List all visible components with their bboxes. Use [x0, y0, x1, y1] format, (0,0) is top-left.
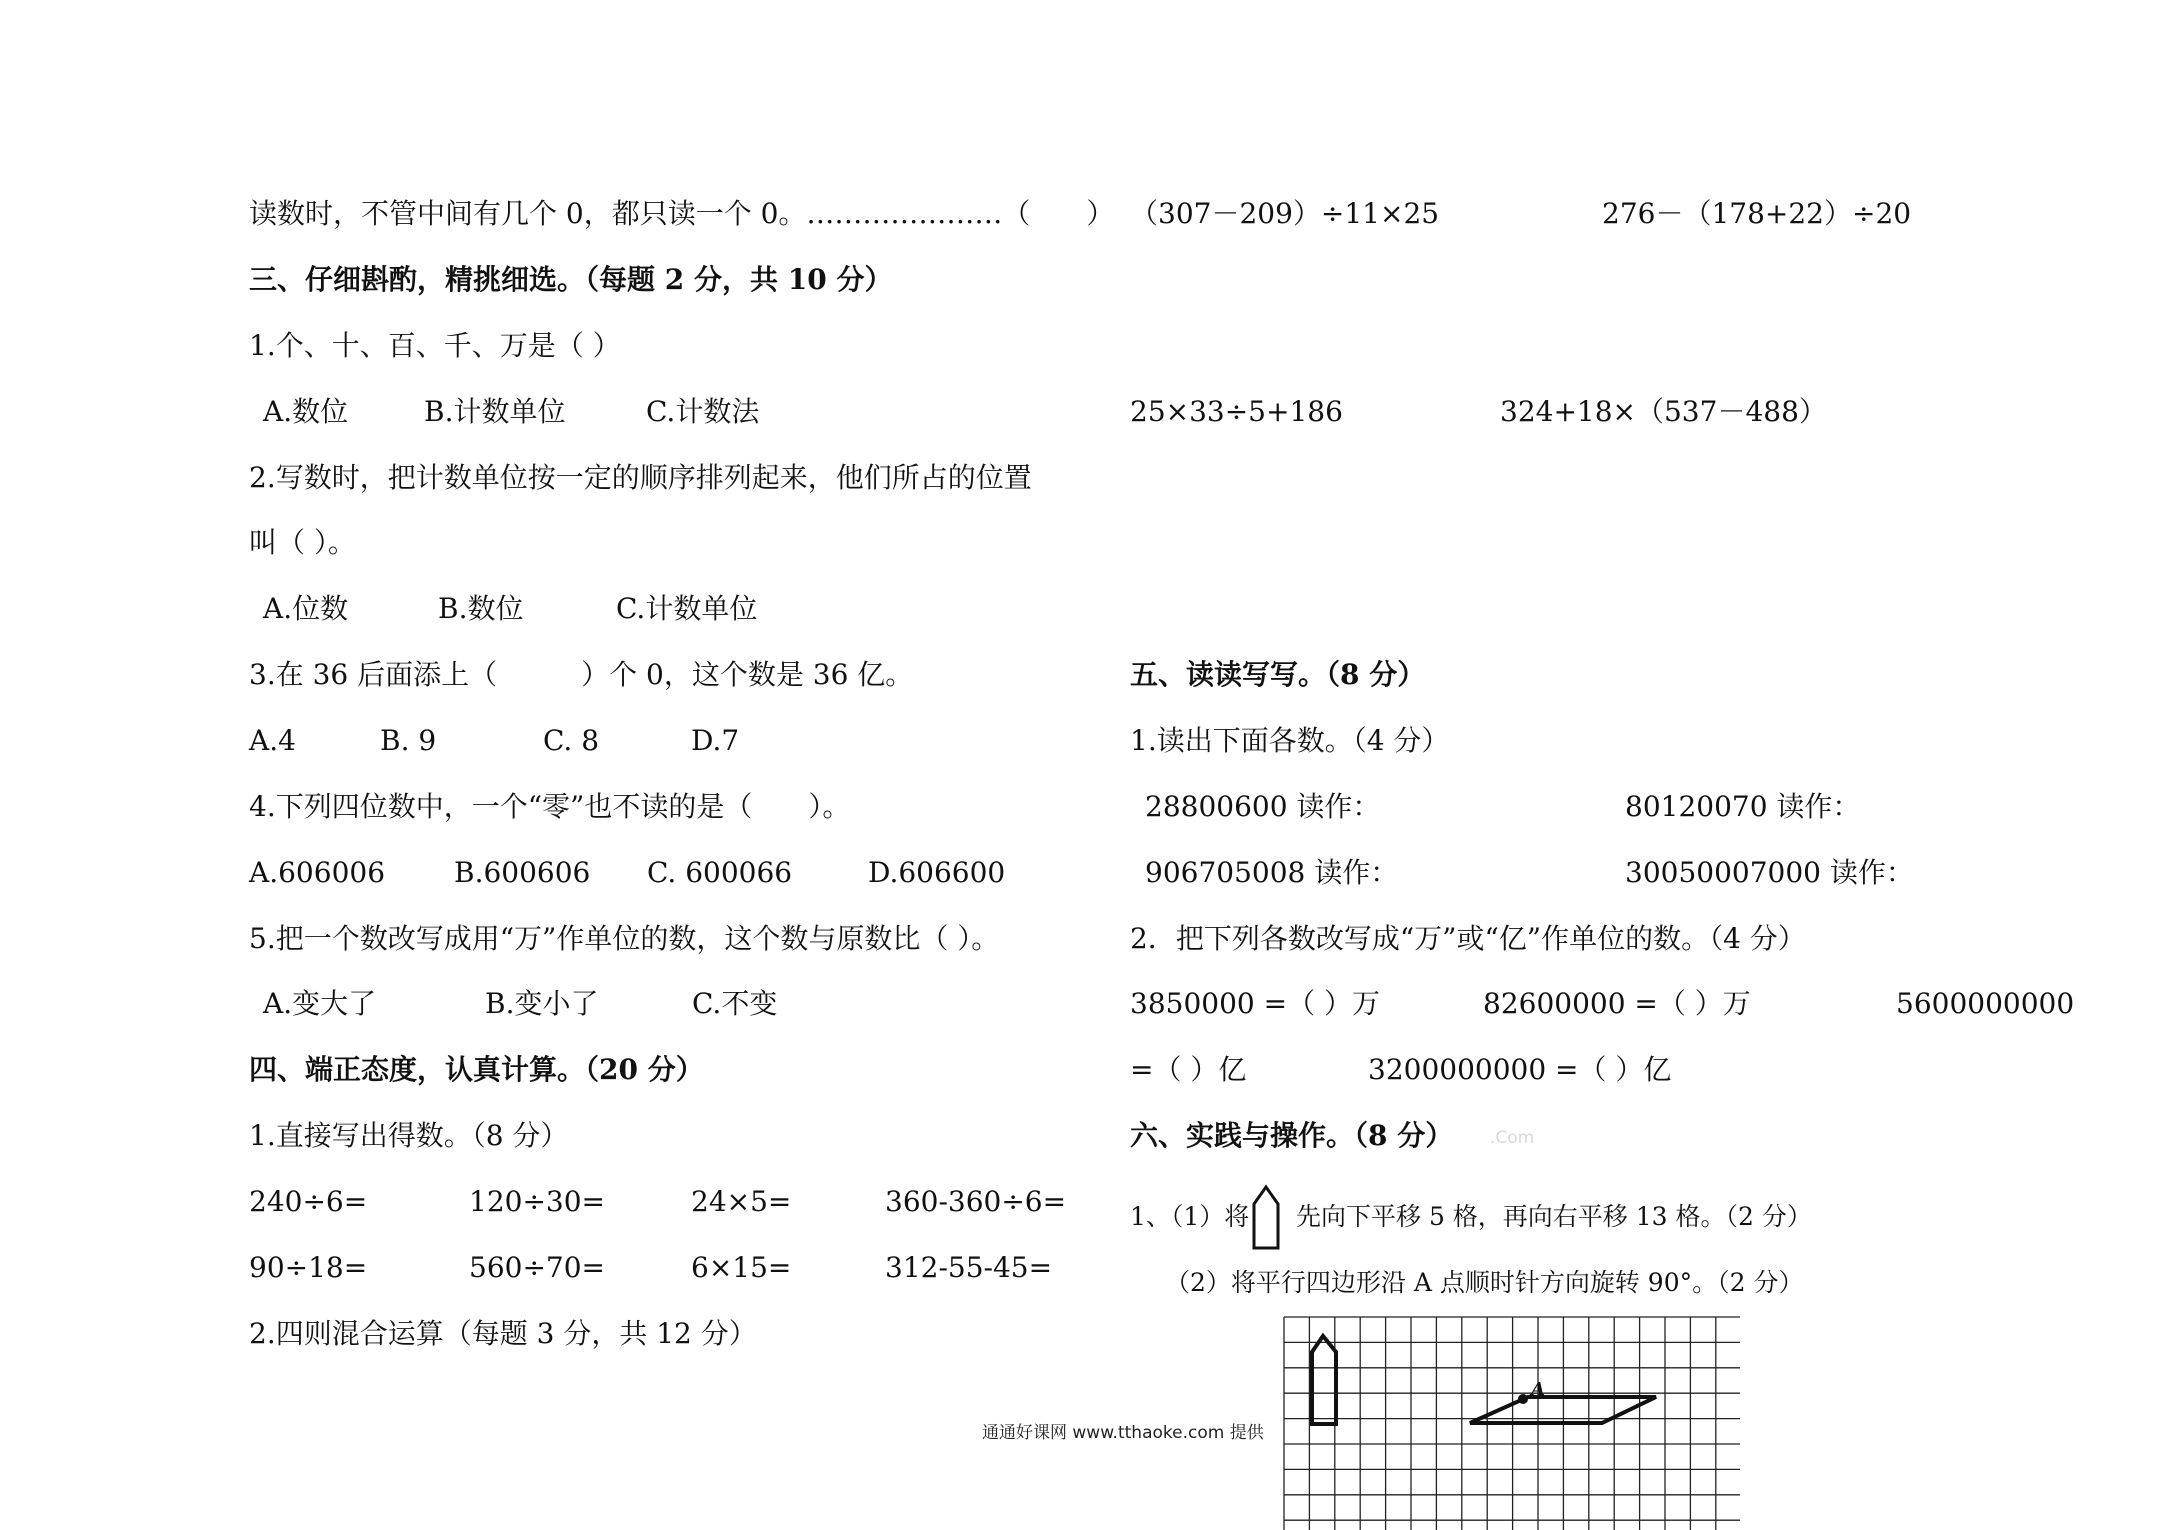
q4-option-b: B.600606 — [454, 856, 591, 889]
calc-1-2: 120÷30= — [469, 1185, 605, 1218]
calc-2-4: 312-55-45= — [885, 1251, 1053, 1284]
point-a-label: A — [1531, 1379, 1545, 1400]
calc-2-1: 90÷18= — [249, 1251, 368, 1284]
true-false-item: 读数时，不管中间有几个 0，都只读一个 0。…………………（ ） — [249, 197, 1115, 230]
practice-question-1-b: 先向下平移 5 格，再向右平移 13 格。（2 分） — [1296, 1202, 1812, 1231]
calc-part-1-title: 1.直接写出得数。（8 分） — [249, 1119, 569, 1152]
section-3-title: 三、仔细斟酌，精挑细选。（每题 2 分，共 10 分） — [249, 263, 893, 296]
choice-question-2: 2.写数时，把计数单位按一定的顺序排列起来，他们所占的位置 — [249, 461, 1032, 494]
choice-question-4: 4.下列四位数中，一个“零”也不读的是（ ）。 — [249, 790, 851, 823]
q4-option-a: A.606006 — [249, 856, 386, 889]
watermark-text: .Com — [1490, 1128, 1535, 1148]
calc-part-2-title: 2.四则混合运算（每题 3 分，共 12 分） — [249, 1317, 757, 1350]
section-5-title: 五、读读写写。（8 分） — [1130, 658, 1426, 691]
q3-option-a: A.4 — [249, 724, 296, 757]
convert-item-2: 82600000 =（ ）万 — [1483, 987, 1751, 1020]
q3-option-d: D.7 — [691, 724, 740, 757]
choice-question-5: 5.把一个数改写成用“万”作单位的数，这个数与原数比（ ）。 — [249, 922, 1000, 955]
calc-2-3: 6×15= — [691, 1251, 792, 1284]
practice-question-1-a: 1、（1）将 — [1130, 1202, 1250, 1231]
convert-item-3-number: 5600000000 — [1896, 987, 2075, 1020]
calc-1-4: 360-360÷6= — [885, 1185, 1067, 1218]
read-item-4: 30050007000 读作： — [1625, 856, 1914, 889]
mixed-calc-4: 324+18×（537－488） — [1500, 395, 1827, 428]
convert-part-title: 2．把下列各数改写成“万”或“亿”作单位的数。（4 分） — [1130, 922, 1806, 955]
mixed-calc-1: （307－209）÷11×25 — [1130, 197, 1440, 230]
section-4-title: 四、端正态度，认真计算。（20 分） — [249, 1053, 704, 1086]
mixed-calc-3: 25×33÷5+186 — [1130, 395, 1343, 428]
pencil-shape-on-grid — [1312, 1336, 1336, 1424]
read-item-1: 28800600 读作： — [1145, 790, 1381, 823]
convert-item-4: 3200000000 =（ ）亿 — [1368, 1053, 1672, 1086]
footer-source: 通通好课网 www.tthaoke.com 提供 — [982, 1423, 1264, 1443]
read-item-2: 80120070 读作： — [1625, 790, 1861, 823]
choice-question-1: 1.个、十、百、千、万是（ ） — [249, 329, 621, 362]
q5-option-b: B.变小了 — [485, 987, 599, 1020]
q1-option-b: B.计数单位 — [424, 395, 566, 428]
choice-question-3: 3.在 36 后面添上（ ）个 0，这个数是 36 亿。 — [249, 658, 914, 691]
q2-option-a: A.位数 — [263, 592, 349, 625]
pencil-shape-icon — [1251, 1184, 1281, 1250]
point-a — [1518, 1394, 1528, 1404]
calc-1-1: 240÷6= — [249, 1185, 368, 1218]
mixed-calc-2: 276－（178+22）÷20 — [1602, 197, 1912, 230]
q5-option-c: C.不变 — [692, 987, 778, 1020]
practice-question-2: （2）将平行四边形沿 A 点顺时针方向旋转 90°。（2 分） — [1165, 1268, 1804, 1297]
q2-option-c: C.计数单位 — [616, 592, 758, 625]
convert-item-1: 3850000 =（ ）万 — [1130, 987, 1380, 1020]
q3-option-b: B. 9 — [380, 724, 437, 757]
choice-question-2-cont: 叫（ ）。 — [249, 526, 356, 559]
convert-item-3-answer: =（ ）亿 — [1130, 1053, 1247, 1086]
q3-option-c: C. 8 — [543, 724, 600, 757]
calc-2-2: 560÷70= — [469, 1251, 605, 1284]
calc-1-3: 24×5= — [691, 1185, 792, 1218]
q1-option-a: A.数位 — [263, 395, 349, 428]
section-6-title: 六、实践与操作。（8 分） — [1130, 1119, 1454, 1152]
q2-option-b: B.数位 — [438, 592, 524, 625]
read-item-3: 906705008 读作： — [1145, 856, 1399, 889]
q1-option-c: C.计数法 — [646, 395, 760, 428]
q5-option-a: A.变大了 — [263, 987, 377, 1020]
square-grid — [1282, 1315, 1740, 1530]
q4-option-c: C. 600066 — [647, 856, 793, 889]
q4-option-d: D.606600 — [868, 856, 1006, 889]
read-part-title: 1.读出下面各数。（4 分） — [1130, 724, 1450, 757]
